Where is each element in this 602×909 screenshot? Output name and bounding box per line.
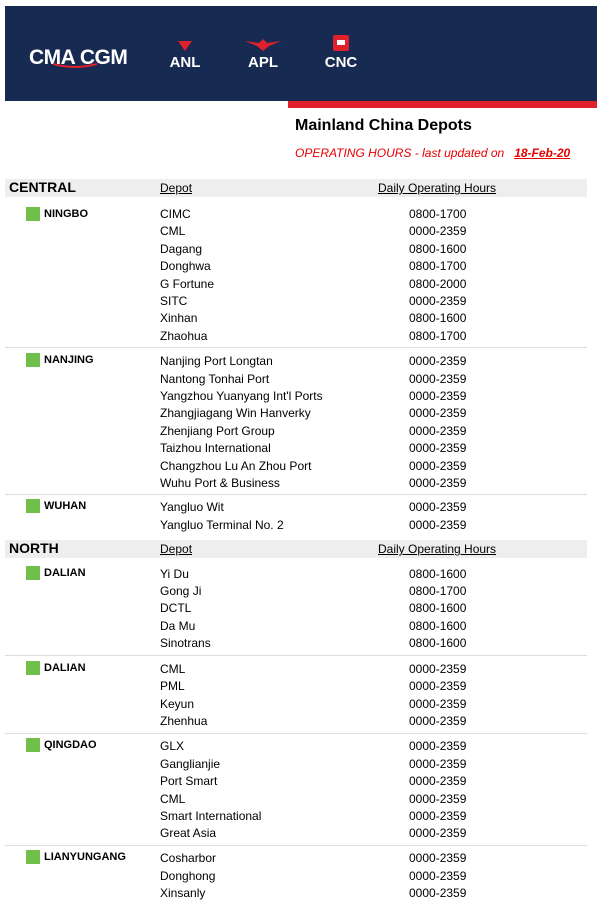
depot-hours: 0000-2359 [409, 697, 467, 711]
depot-column-header: Depot [160, 181, 193, 195]
depot-name: Port Smart [160, 774, 218, 788]
city-name: QINGDAO [44, 739, 97, 751]
depot-hours: 0800-1700 [409, 207, 467, 221]
depot-hours: 0000-2359 [409, 459, 467, 473]
row-divider [5, 845, 587, 846]
page-title: Mainland China Depots [295, 117, 472, 134]
depot-hours: 0000-2359 [409, 809, 467, 823]
depot-name: GLX [160, 739, 185, 753]
anl-label: ANL [169, 54, 201, 71]
city-qingdao [26, 738, 97, 752]
depot-hours: 0000-2359 [409, 826, 467, 840]
city-marker-icon [26, 353, 40, 367]
depot-hours: 0800-1600 [409, 567, 467, 581]
row-divider [5, 347, 587, 348]
depot-name: Gong Ji [160, 584, 202, 598]
depot-hours: 0000-2359 [409, 739, 467, 753]
depot-name: Smart International [160, 809, 262, 823]
depot-name: Zhaohua [160, 329, 208, 343]
depot-hours: 0000-2359 [409, 406, 467, 420]
city-marker-icon [26, 566, 40, 580]
depot-hours: 0800-1700 [409, 259, 467, 273]
depot-hours: 0000-2359 [409, 851, 467, 865]
depot-name: Yi Du [160, 567, 189, 581]
cma-cgm-logo: CMA CGM [29, 46, 128, 69]
page-subtitle [295, 146, 570, 160]
updated-date: 18-Feb-20 [514, 146, 571, 160]
city-dalian [26, 566, 86, 580]
depot-hours: 0000-2359 [409, 792, 467, 806]
city-name: NINGBO [44, 208, 88, 220]
anl-triangle-icon [178, 41, 192, 51]
city-marker-icon [26, 661, 40, 675]
depot-hours: 0000-2359 [409, 757, 467, 771]
depot-name: CML [160, 224, 186, 238]
depot-name: Changzhou Lu An Zhou Port [160, 459, 312, 473]
depot-name: Nantong Tonhai Port [160, 372, 270, 386]
depot-hours: 0000-2359 [409, 441, 467, 455]
city-wuhan [26, 499, 86, 513]
depot-name: Ganglianjie [160, 757, 221, 771]
depot-name: Donghong [160, 869, 216, 883]
depot-column-header: Depot [160, 542, 193, 556]
depot-hours: 0800-1700 [409, 584, 467, 598]
logo-swoosh-icon [53, 63, 97, 69]
depot-name: CIMC [160, 207, 191, 221]
depot-name: CML [160, 792, 186, 806]
depot-name: Zhenjiang Port Group [160, 424, 275, 438]
depot-name: PML [160, 679, 185, 693]
depot-hours: 0000-2359 [409, 372, 467, 386]
depot-name: Wuhu Port & Business [160, 476, 280, 490]
depot-hours: 0800-1600 [409, 619, 467, 633]
row-divider [5, 494, 587, 495]
depot-hours: 0000-2359 [409, 714, 467, 728]
city-nanjing [26, 353, 94, 367]
apl-eagle-icon [245, 39, 281, 51]
city-lianyungang [26, 850, 126, 864]
depot-hours: 0800-1600 [409, 311, 467, 325]
city-name: DALIAN [44, 567, 86, 579]
depot-hours: 0000-2359 [409, 424, 467, 438]
depot-name: Yangluo Wit [160, 500, 224, 514]
city-name: NANJING [44, 354, 94, 366]
depot-hours: 0000-2359 [409, 869, 467, 883]
city-marker-icon [26, 850, 40, 864]
city-ningbo [26, 207, 88, 221]
depot-hours: 0000-2359 [409, 476, 467, 490]
depot-hours: 0800-1600 [409, 601, 467, 615]
region-header-central [5, 179, 587, 197]
depot-hours: 0800-1600 [409, 242, 467, 256]
header-red-bar [288, 101, 597, 108]
depot-name: Keyun [160, 697, 195, 711]
depot-name: CML [160, 662, 186, 676]
depot-name: Cosharbor [160, 851, 217, 865]
depot-hours: 0000-2359 [409, 224, 467, 238]
depot-name: Yangzhou Yuanyang Int'l Ports [160, 389, 323, 403]
city-name: DALIAN [44, 662, 86, 674]
depot-hours: 0000-2359 [409, 500, 467, 514]
depot-hours: 0000-2359 [409, 294, 467, 308]
depot-name: Xinsanly [160, 886, 206, 900]
depot-name: Da Mu [160, 619, 196, 633]
depot-name: SITC [160, 294, 188, 308]
depot-hours: 0000-2359 [409, 518, 467, 532]
header-banner [5, 6, 597, 101]
depot-name: Sinotrans [160, 636, 211, 650]
region-name: CENTRAL [9, 179, 76, 195]
depot-name: Xinhan [160, 311, 198, 325]
depot-hours: 0000-2359 [409, 679, 467, 693]
depot-name: Zhenhua [160, 714, 208, 728]
depot-hours: 0000-2359 [409, 389, 467, 403]
depot-name: Yangluo Terminal No. 2 [160, 518, 284, 532]
depot-name: Dagang [160, 242, 203, 256]
anl-brand [165, 31, 205, 71]
city-dalian-2 [26, 661, 86, 675]
depot-hours: 0800-1600 [409, 636, 467, 650]
depot-name: Donghwa [160, 259, 211, 273]
cnc-label: CNC [324, 54, 358, 71]
depot-name: Zhangjiagang Win Hanverky [160, 406, 311, 420]
cnc-flag-icon [333, 35, 349, 51]
depot-hours: 0000-2359 [409, 662, 467, 676]
apl-label: APL [248, 54, 278, 71]
depot-hours: 0000-2359 [409, 354, 467, 368]
depot-name: Taizhou International [160, 441, 271, 455]
city-marker-icon [26, 207, 40, 221]
cnc-brand [319, 31, 363, 71]
city-name: WUHAN [44, 500, 87, 512]
hours-column-header: Daily Operating Hours [378, 542, 497, 556]
depot-name: Nanjing Port Longtan [160, 354, 273, 368]
depot-name: Great Asia [160, 826, 217, 840]
city-name: LIANYUNGANG [44, 851, 126, 863]
apl-brand [241, 31, 285, 71]
depot-name: DCTL [160, 601, 192, 615]
row-divider [5, 733, 587, 734]
hours-column-header: Daily Operating Hours [378, 181, 497, 195]
city-marker-icon [26, 499, 40, 513]
depot-hours: 0800-1700 [409, 329, 467, 343]
depot-name: G Fortune [160, 277, 215, 291]
row-divider [5, 655, 587, 656]
city-marker-icon [26, 738, 40, 752]
subtitle-text: OPERATING HOURS - last updated on [295, 146, 505, 160]
depot-hours: 0000-2359 [409, 886, 467, 900]
region-header-north [5, 540, 587, 558]
depot-hours: 0800-2000 [409, 277, 467, 291]
region-name: NORTH [9, 540, 59, 556]
depot-hours: 0000-2359 [409, 774, 467, 788]
